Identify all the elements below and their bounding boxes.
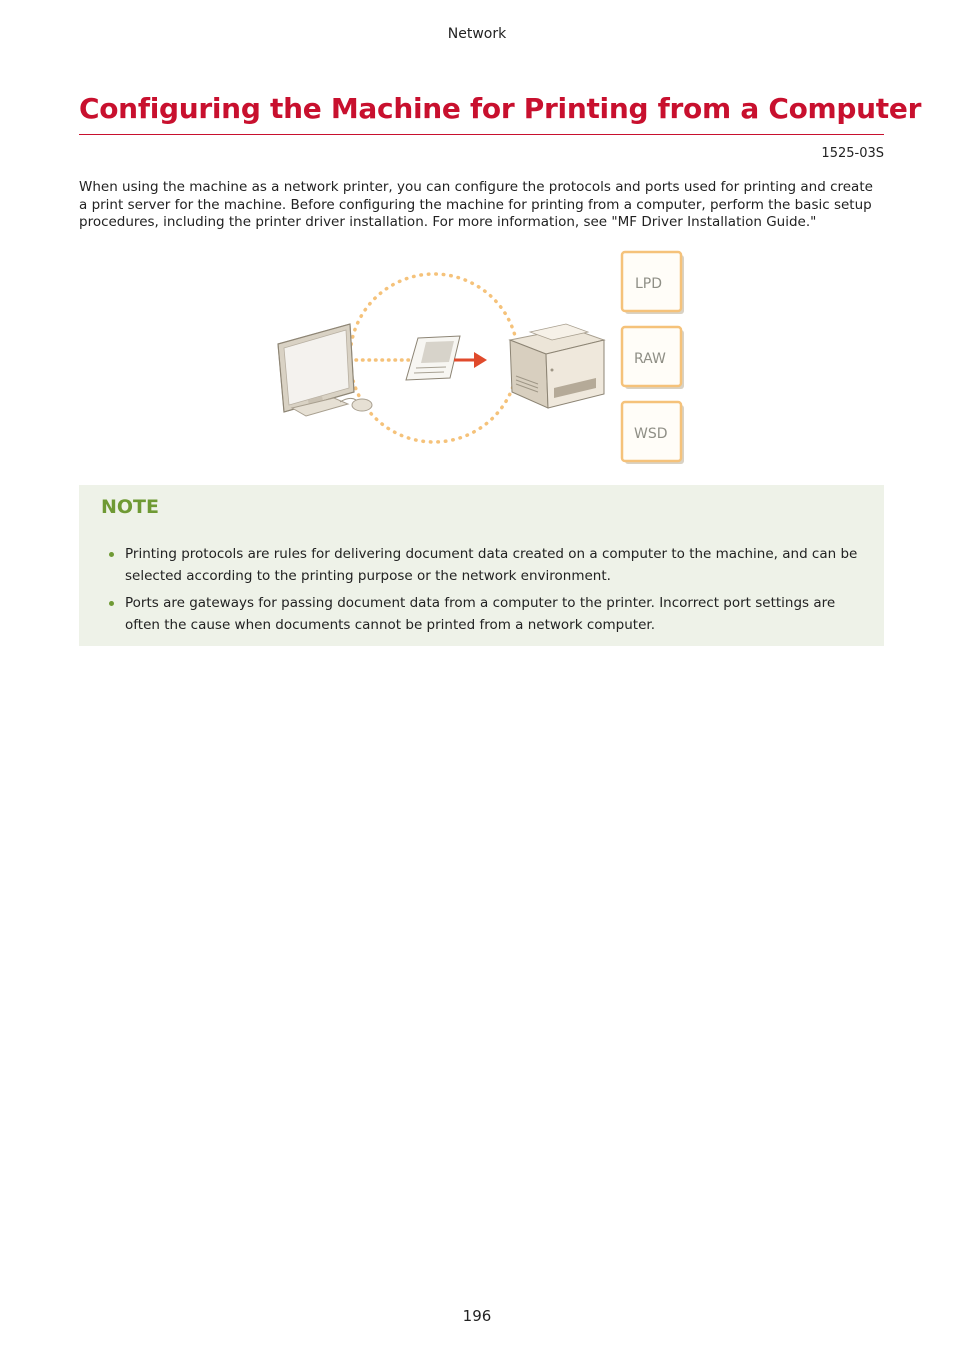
bullet-icon bbox=[109, 601, 114, 606]
note-list bbox=[101, 543, 861, 641]
title-rule bbox=[79, 134, 884, 135]
note-item bbox=[101, 592, 861, 636]
printer-icon bbox=[510, 324, 604, 408]
note-item-text: Ports are gateways for passing document data from a computer to the printer. Incorrect port settings are often the cause when documents cannot be printed from a network computer. bbox=[125, 595, 836, 633]
protocol-label-wsd: WSD bbox=[634, 426, 668, 442]
computer-icon bbox=[278, 324, 372, 416]
note-title: NOTE bbox=[101, 496, 159, 518]
protocol-label-lpd: LPD bbox=[635, 276, 663, 292]
network-printing-diagram bbox=[270, 248, 700, 470]
protocol-box-raw bbox=[622, 327, 684, 389]
intro-paragraph: When using the machine as a network printer, you can configure the protocols and ports used for printing and create a print server for the machine. Before configuring the machine for printing from a computer, perform the basic setup procedures, including the printer driver installation. For more information, see "MF Driver Installation Guide." bbox=[79, 179, 873, 230]
protocol-box-wsd bbox=[622, 402, 684, 464]
printing-illustration bbox=[270, 248, 700, 474]
note-item bbox=[101, 543, 861, 587]
document-id: 1525-03S bbox=[821, 146, 884, 161]
protocol-label-raw: RAW bbox=[634, 351, 666, 367]
page-number: 196 bbox=[462, 1307, 492, 1325]
running-header: Network bbox=[447, 26, 507, 42]
page-title: Configuring the Machine for Printing from a Computer bbox=[79, 92, 922, 125]
bullet-icon bbox=[109, 552, 114, 557]
protocol-box-lpd bbox=[622, 252, 684, 314]
send-arrow bbox=[454, 352, 487, 368]
document-icon bbox=[406, 336, 460, 380]
note-item-text: Printing protocols are rules for delivering document data created on a computer to the machine, and can be selected according to the printing purpose or the network environment. bbox=[125, 546, 858, 584]
note-box bbox=[79, 485, 884, 646]
